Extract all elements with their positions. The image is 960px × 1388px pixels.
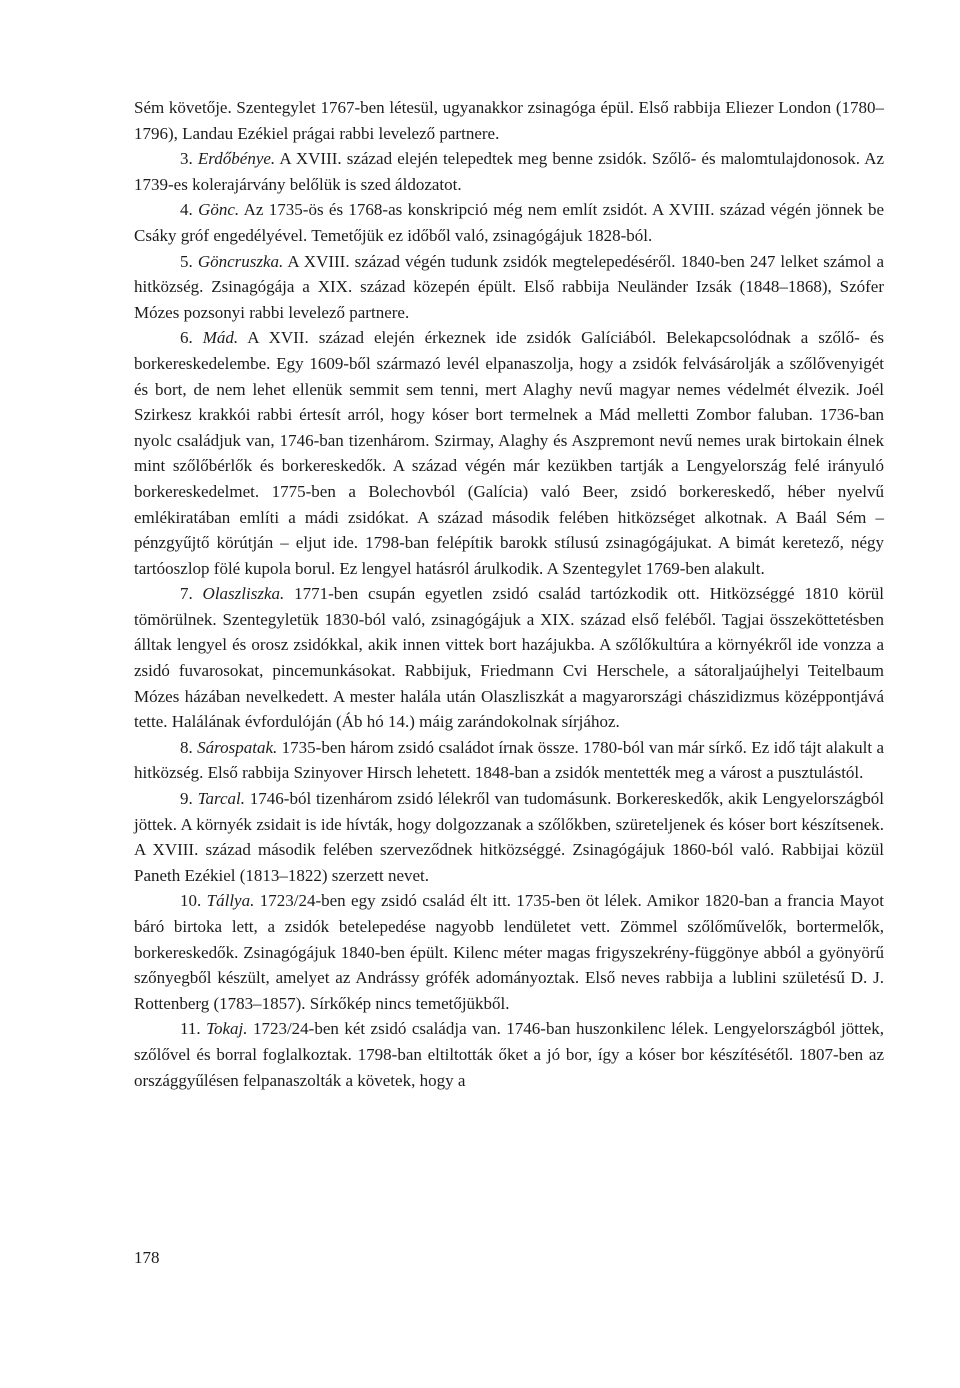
place-name: Mád. — [202, 328, 239, 348]
paragraph-tarcal — [134, 786, 884, 888]
entry-number: 8. — [180, 737, 193, 757]
paragraph-tokaj — [134, 1016, 884, 1093]
place-name: Tokaj. — [206, 1019, 248, 1039]
place-name: Göncruszka. — [197, 251, 284, 271]
paragraph-erdobenye — [134, 146, 884, 197]
paragraph-text: 1723/24-ben egy zsidó család élt itt. 1735-ben öt lélek. Amikor 1820-ban a francia Mayot báró birtoka lett, a zsidók betelepedése nagyobb lendületet vett. Zömmel szőlőművelők, bortermelők, borkereskedők. Zsinagógájuk 1840-ben épült. Kilenc méter magas frigyszekrény-függönye abból a gyönyörű szőnyegből készült, amelyet az Andrássy grófék adományoztak. Első neves rabbija a lublini születésű D. J. Rottenberg (1783–1857). Sírkőkép nincs temetőjükből. — [134, 891, 884, 1013]
place-name: Sárospatak. — [197, 737, 278, 757]
paragraph-text: A XVII. század elején érkeznek ide zsidók Galíciából. Belekapcsolódnak a szőlő- és borkereskedelembe. Egy 1609-ből származó levél elpanaszolja, hogy a zsidók felvásárolják a szőlővenyigét és bort, de nem lehet ellenük semmit sem tenni, mert Alaghy nevű magyar nemes védelmét élvezik. Joél Szirkesz krakkói rabbi értesít arról, hogy kóser bort termelnek a Mád melletti Zombor faluban. 1736-ban nyolc családjuk van, 1746-ban tizenhárom. Szirmay, Alaghy és Aszpremont nevű nemes urak birtokain élnek mint szőlőbérlők és borkereskedők. A század végén már kezükben tartják a Lengyelország felé irányuló borkereskedelmet. 1775-ben a Bolechovból (Galícia) való Beer, zsidó borkereskedő, héber nyelvű emlékiratában említi a mádi zsidókat. A század második felében hitközséget alkotnak. A Baál Sém – pénzgyűjtő körútján – eljut ide. 1798-ban felépítik barokk stílusú zsinagógájukat. A bimát keretező, négy tartóoszlop fölé kupola borul. Ez lengyel hatásról árulkodik. A Szentegylet 1769-ben alakult. — [134, 328, 884, 578]
paragraph-mad — [134, 325, 884, 581]
paragraph-gonc — [134, 197, 884, 248]
paragraph-tallya — [134, 888, 884, 1016]
paragraph-text: 1746-ból tizenhárom zsidó lélekről van tudomásunk. Borkereskedők, akik Lengyelországból jöttek. A környék zsidait is ide hívták, hogy dolgozzanak a szőlőkben, szüreteljenek és kóser bort készítsenek. A XVIII. század második felében szerveződnek hitközséggé. Zsinagógájuk 1860-ból való. Rabbijai közül Paneth Ezékiel (1813–1822) szerzett nevet. — [134, 789, 885, 885]
paragraph-text: 1723/24-ben két zsidó családja van. 1746-ban huszonkilenc lélek. Lengyelországból jöttek, szőlővel és borral foglalkoztak. 1798-ban eltiltották őket a jó bor, így a kóser bor készítésétől. 1807-ben az országgyűlésen felpanaszolták a követek, hogy a — [134, 1019, 885, 1090]
body-text — [134, 95, 884, 1093]
page-number: 178 — [134, 1248, 160, 1267]
paragraph-sarospatak — [134, 735, 884, 786]
paragraph-text: 1771-ben csupán egyetlen zsidó család tartózkodik ott. Hitközséggé 1810 körül tömörülnek. Szentegyletük 1830-ból való, zsinagógájuk a XIX. század első feléből. Tagjai összeköttetésben álltak lengyel és orosz zsidókkal, akik innen vittek bort hazájukba. A szőlőkultúra a környékről ide vonzza a zsidó fuvarosokat, pincemunkásokat. Rabbijuk, Friedmann Cvi Herschele, a sátoraljaújhelyi Teitelbaum Mózes házában nevelkedett. A mester halála után Olaszliszkát a magyarországi chászidizmus középpontjává tette. Halálának évfordulóján (Áb hó 14.) máig zarándokolnak sírjához. — [134, 584, 885, 732]
entry-number: 7. — [180, 584, 193, 604]
entry-number: 11. — [180, 1019, 201, 1039]
paragraph-text: A XVIII. század végén tudunk zsidók megtelepedéséről. 1840-ben 247 lelket számol a hitközség. Zsinagógája a XIX. század közepén épült. Első rabbija Neuländer Izsák (1848–1868), Szófer Mózes pozsonyi rabbi levelező partnere. — [134, 251, 885, 322]
paragraph-text: A XVIII. század elején telepedtek meg benne zsidók. Szőlő- és malomtulajdonosok. Az 1739-es kolerajárvány belőlük is szed áldozatot. — [134, 149, 885, 194]
paragraph-continuation — [134, 95, 884, 146]
place-name: Olaszliszka. — [202, 584, 285, 604]
paragraph-text: Sém követője. Szentegylet 1767-ben létesül, ugyanakkor zsinagóga épül. Első rabbija Eliezer London (1780–1796), Landau Ezékiel prágai rabbi levelező partnere. — [134, 98, 884, 143]
place-name: Tállya. — [206, 891, 255, 911]
paragraph-goncruszka — [134, 249, 884, 326]
entry-number: 5. — [180, 251, 193, 271]
entry-number: 3. — [180, 149, 193, 169]
place-name: Gönc. — [198, 200, 240, 220]
place-name: Tarcal. — [197, 789, 245, 809]
paragraph-text: Az 1735-ös és 1768-as konskripció még nem említ zsidót. A XVIII. század végén jönnek be Csáky gróf engedélyével. Temetőjük ez időből való, zsinagógájuk 1828-ból. — [134, 200, 885, 245]
entry-number: 4. — [180, 200, 193, 220]
entry-number: 9. — [180, 789, 193, 809]
entry-number: 6. — [180, 328, 193, 348]
paragraph-text: 1735-ben három zsidó családot írnak össze. 1780-ból van már sírkő. Ez idő tájt alakult a hitközség. Első rabbija Szinyover Hirsch lehetett. 1848-ban a zsidók mentették meg a várost a pusztulástól. — [134, 737, 885, 783]
entry-number: 10. — [180, 891, 202, 911]
place-name: Erdőbénye. — [197, 149, 276, 169]
paragraph-olaszliszka — [134, 581, 884, 735]
